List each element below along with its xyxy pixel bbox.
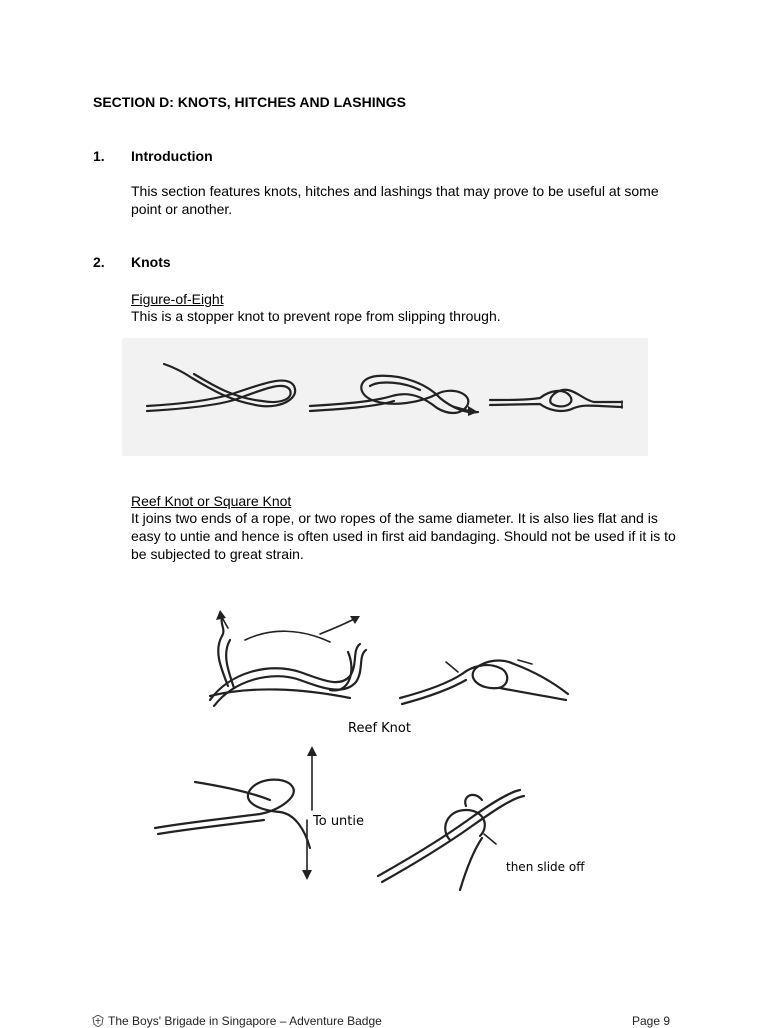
to-untie-caption: To untie [313,814,365,829]
knots-heading: Knots [131,254,171,270]
figure-of-eight-title: Figure-of-Eight [131,291,224,307]
reef-knot-illustration [150,600,610,900]
reef-knot-caption: Reef Knot [348,721,411,736]
intro-paragraph: This section features knots, hitches and lashings that may prove to be useful at some point or another. [131,183,659,217]
reef-knot-stage-4 [378,790,524,890]
section-title: SECTION D: KNOTS, HITCHES AND LASHINGS [93,94,406,110]
crest-icon [92,1015,104,1027]
reef-knot-stage-3 [155,746,317,880]
figure-eight-stage-1 [147,364,295,411]
figure-of-eight-description: This is a stopper knot to prevent rope from slipping through. [131,308,501,324]
reef-knot-stage-2 [400,660,568,704]
intro-number: 1. [93,148,105,164]
footer-page-number: Page 9 [632,1014,671,1028]
reef-knot-description: It joins two ends of a rope, or two ropes of the same diameter. It is also lies flat and is easy to untie and hence is often used in first aid bandaging. Should not be used if it is to be subjected to great strain. [131,510,676,562]
footer-left [92,1014,382,1028]
knots-number: 2. [93,254,105,270]
figure-eight-stage-3 [490,390,622,411]
figure-of-eight-illustration [122,338,648,456]
reef-knot-title: Reef Knot or Square Knot [131,493,292,509]
intro-heading: Introduction [131,148,213,164]
figure-eight-stage-2 [310,376,478,416]
reef-knot-stage-1 [210,610,366,706]
footer-left-text: The Boys' Brigade in Singapore – Adventure Badge [108,1014,382,1028]
slide-off-caption: then slide off [506,860,585,874]
